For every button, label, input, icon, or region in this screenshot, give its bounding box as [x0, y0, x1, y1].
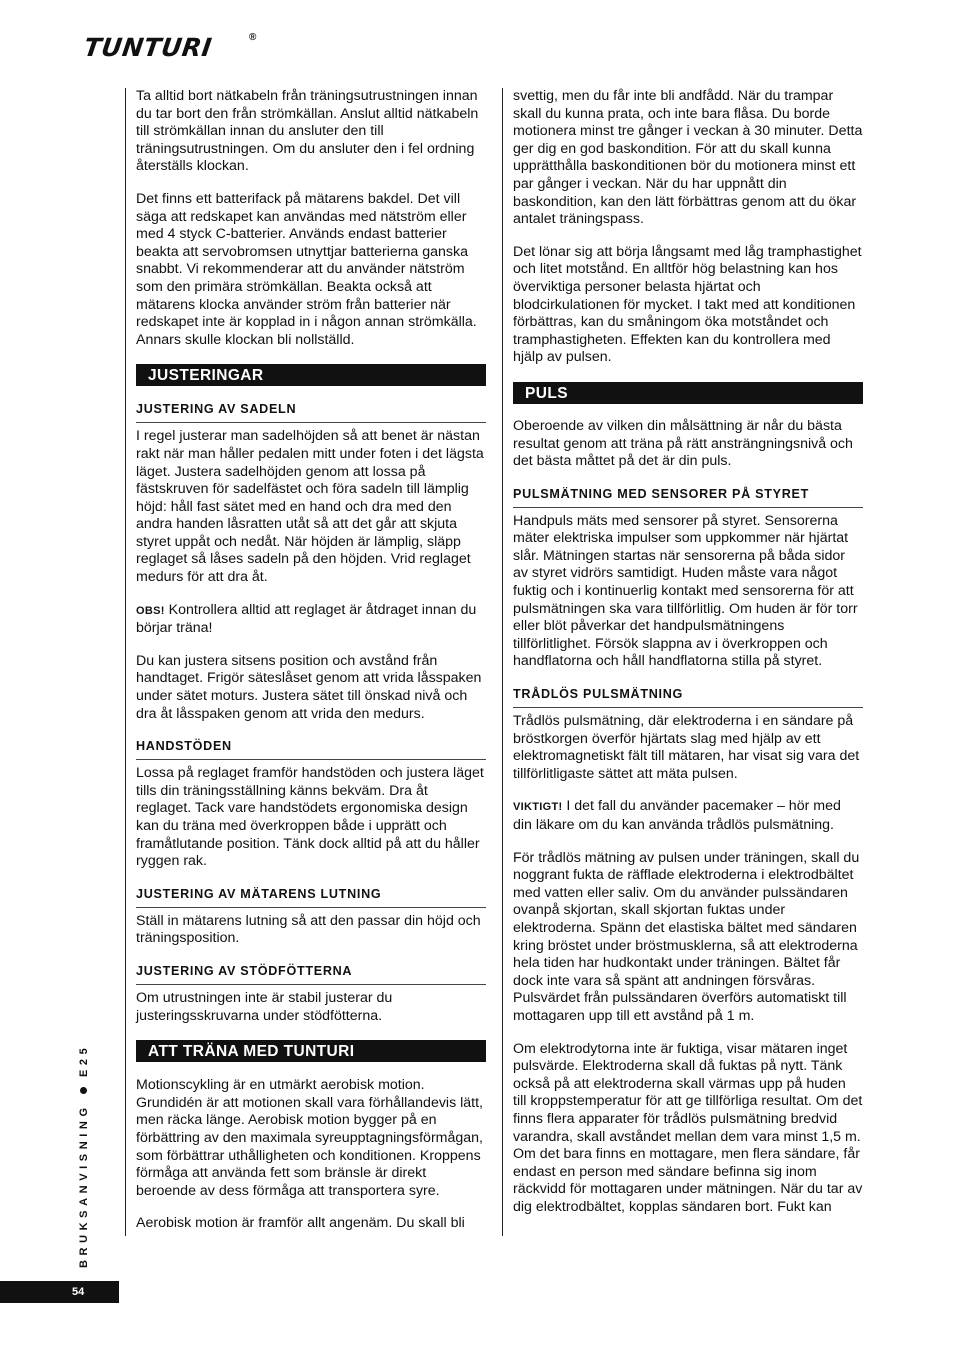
section-heading-puls: PULS — [513, 382, 863, 404]
page-number-box — [0, 1281, 119, 1303]
subheading-handstoden: HANDSTÖDEN — [136, 739, 486, 760]
paragraph: Lossa på reglaget framför handstöden och justera läget tills din träningsställning känns bekväm. Dra åt reglaget. Tack vare handstödets ergonomiska design kan du träna med överkroppen både i upprätt och framåtlutande position. Tänk dock alltid på att du håller ryggen rak. — [136, 765, 484, 870]
paragraph: Handpuls mäts med sensorer på styret. Sensorerna mäter elektriska impulser som uppkommer när hjärtat slår. Mätningen startas när sensorerna på båda sidor av styret vidrörs samtidigt. Huden måste vara något fuktig och i kontinuerlig kontakt med sensorerna för att pulsmätningen ska vara tillförlitlig. Om huden är för torr eller blöt påverkar det handpulsmätningens tillförlitlighet. Försök slappna av i överkroppen och handflatorna och håll handflatorna stilla på styret. — [513, 512, 858, 670]
paragraph: Om utrustningen inte är stabil justerar du justeringsskruvarna under stödfötterna. — [136, 989, 393, 1024]
paragraph: För trådlös mätning av pulsen under träningen, skall du noggrant fukta de räfflade elektroderna i elektrodbältet med vatten eller saliv. Om du använder pulssändaren ovanpå skjortan, skall skjortan fuktas under elektroderna. Spänn det elastiska bältet med sändaren kring bröstet under bröstmusklerna, så att elektroderna hela tiden har hudkontakt under träningen. Bältet får dock inte vara så spänt att andningen försvåras. Pulsvärdet från pulssändaren överförs automatiskt till mottagaren upp till ett avstånd på 1 m. — [513, 849, 860, 1024]
paragraph: Det lönar sig att börja långsamt med låg tramphastighet och litet motstånd. En alltför hög belastning kan hos överviktiga personer belasta hjärtat och blodcirkulationen för mycket. I takt med att konditionen förbättras, kan du småningom öka motståndet och tramphastigheten. Effekten kan du kontrollera med hjälp av pulsen. — [513, 243, 862, 366]
obs-note — [136, 602, 486, 638]
side-label-manual: BRUKSANVISNING — [78, 1103, 90, 1268]
side-label — [76, 1043, 92, 1268]
paragraph: Ställ in mätarens lutning så att den passar din höjd och träningsposition. — [136, 912, 481, 947]
tunturi-logo — [84, 34, 264, 62]
left-column — [136, 88, 486, 1233]
paragraph: Det finns ett batterifack på mätarens bakdel. Det vill säga att redskapet kan användas med nätström eller med 4 styck C-batterier. Används endast batterier beakta att servobromsen utnyttjar batterierna ganska snabbt. Vi rekommenderar att du använder nätström som den primära strömkällan. Beakta också att mätarens klocka använder ström från batterier när redskapet inte är kopplad in i någon annan strömkälla. Annars skulle klockan bli nollställd. — [136, 190, 477, 348]
viktigt-label: VIKTIGT! — [513, 801, 563, 814]
subheading-stodfotterna: JUSTERING AV STÖDFÖTTERNA — [136, 964, 486, 985]
side-label-model: E25 — [78, 1043, 90, 1078]
subheading-matarens-lutning: JUSTERING AV MÄTARENS LUTNING — [136, 887, 486, 908]
right-column-rule — [502, 88, 503, 1236]
left-column-rule — [125, 88, 126, 1236]
obs-label: OBS! — [136, 604, 165, 617]
paragraph: Du kan justera sitsens position och avstånd från handtaget. Frigör säteslåset genom att vrida låsspaken under sätet moturs. Justera sätet till önskad nivå och dra åt låsspaken genom att vrida den medurs. — [136, 652, 482, 722]
subheading-pulsmatning-styret: PULSMÄTNING MED SENSORER PÅ STYRET — [513, 487, 863, 508]
paragraph: Motionscykling är en utmärkt aerobisk motion. Grundidén är att motionen skall vara förhållandevis lätt, men räcka länge. Aerobisk motion bygger på en förbättring av den maximala syreupptagningsförmågan, som förbättrar uthålligheten och konditionen. Kroppens förmåga att använda fett som bränsle är direkt beroende av dess förmåga att transportera syre. — [136, 1077, 483, 1199]
paragraph: Om elektrodytorna inte är fuktiga, visar mätaren inget pulsvärde. Elektroderna skall då fuktas på nytt. Tänk också på att elektroderna skall värmas upp på huden till kroppstemperatur för att ge tillförliga resultat. Om det finns flera apparater för trådlös pulsmätning bredvid varandra, skall avståndet mellan dem vara minst 1,5 m. Om det bara finns en mottagare, men flera sändare, får endast en person med sändare befinna sig inom räckvidd för mottagaren under mätningen. När du tar av dig elektrodbältet, kopplas sändaren bort. Fukt kan — [513, 1040, 863, 1215]
paragraph: Trådlös pulsmätning, där elektroderna i en sändare på bröstkorgen överför hjärtats slag med hjälp av ett elektromagnetiskt fält till mätaren, har visat sig vara det tillförlitligaste sättet att mäta pulsen. — [513, 713, 860, 782]
section-heading-att-trana: ATT TRÄNA MED TUNTURI — [136, 1040, 486, 1062]
section-heading-justeringar: JUSTERINGAR — [136, 364, 486, 386]
paragraph: Oberoende av vilken din målsättning är når du bästa resultat genom att träna på rätt ansträngningsnivå och det bästa måttet på det är din puls. — [513, 417, 853, 470]
viktigt-text: I det fall du använder pacemaker – hör med din läkare om du kan använda trådlös pulsmätning. — [513, 798, 841, 833]
subheading-tradlos-pulsmatning: TRÅDLÖS PULSMÄTNING — [513, 687, 863, 708]
registered-mark: ® — [249, 32, 257, 43]
paragraph: I regel justerar man sadelhöjden så att benet är nästan rakt när man håller pedalen mitt under foten i det lägsta läget. Justera sadelhöjden genom att lossa på fästskruven för sadelfästet och föra sadeln till lämplig höjd: håll fast sätet med en hand och dra med den andra handen låsratten utåt så att det går att skjuta styret uppåt och nedåt. När höjden är lämplig, släpp reglaget så låses sadeln på den höjden. Vrid reglaget medurs för att dra åt. — [136, 428, 484, 586]
obs-text: Kontrollera alltid att reglaget är åtdraget innan du börjar träna! — [136, 601, 477, 637]
paragraph: svettig, men du får inte bli andfådd. När du trampar skall du kunna prata, och inte bara flåsa. Du borde motionera minst tre gånger i veckan à 30 minuter. Detta ger dig en god baskondition. För att du skall kunna upprätthålla baskonditionen bör du motionera minst ett par gånger i veckan. När du har uppnått din baskondition, kan den lätt förbättras genom att du ökar antalet träningspass. — [513, 88, 863, 228]
bullet-dot-icon — [80, 1087, 87, 1094]
paragraph: Ta alltid bort nätkabeln från träningsutrustningen innan du tar bort den från strömkällan. Anslut alltid nätkabeln till strömkällan innan du ansluter den till träningsutrustningen. Om du ansluter den i fel ordning återställs klockan. — [136, 88, 479, 175]
viktigt-note — [513, 798, 863, 834]
page-number: 54 — [72, 1286, 85, 1298]
paragraph: Aerobisk motion är framför allt angenäm. Du skall bli — [136, 1215, 465, 1232]
right-column — [513, 88, 863, 1216]
subheading-sadeln: JUSTERING AV SADELN — [136, 402, 486, 423]
brand-name: TUNTURI — [82, 33, 214, 62]
